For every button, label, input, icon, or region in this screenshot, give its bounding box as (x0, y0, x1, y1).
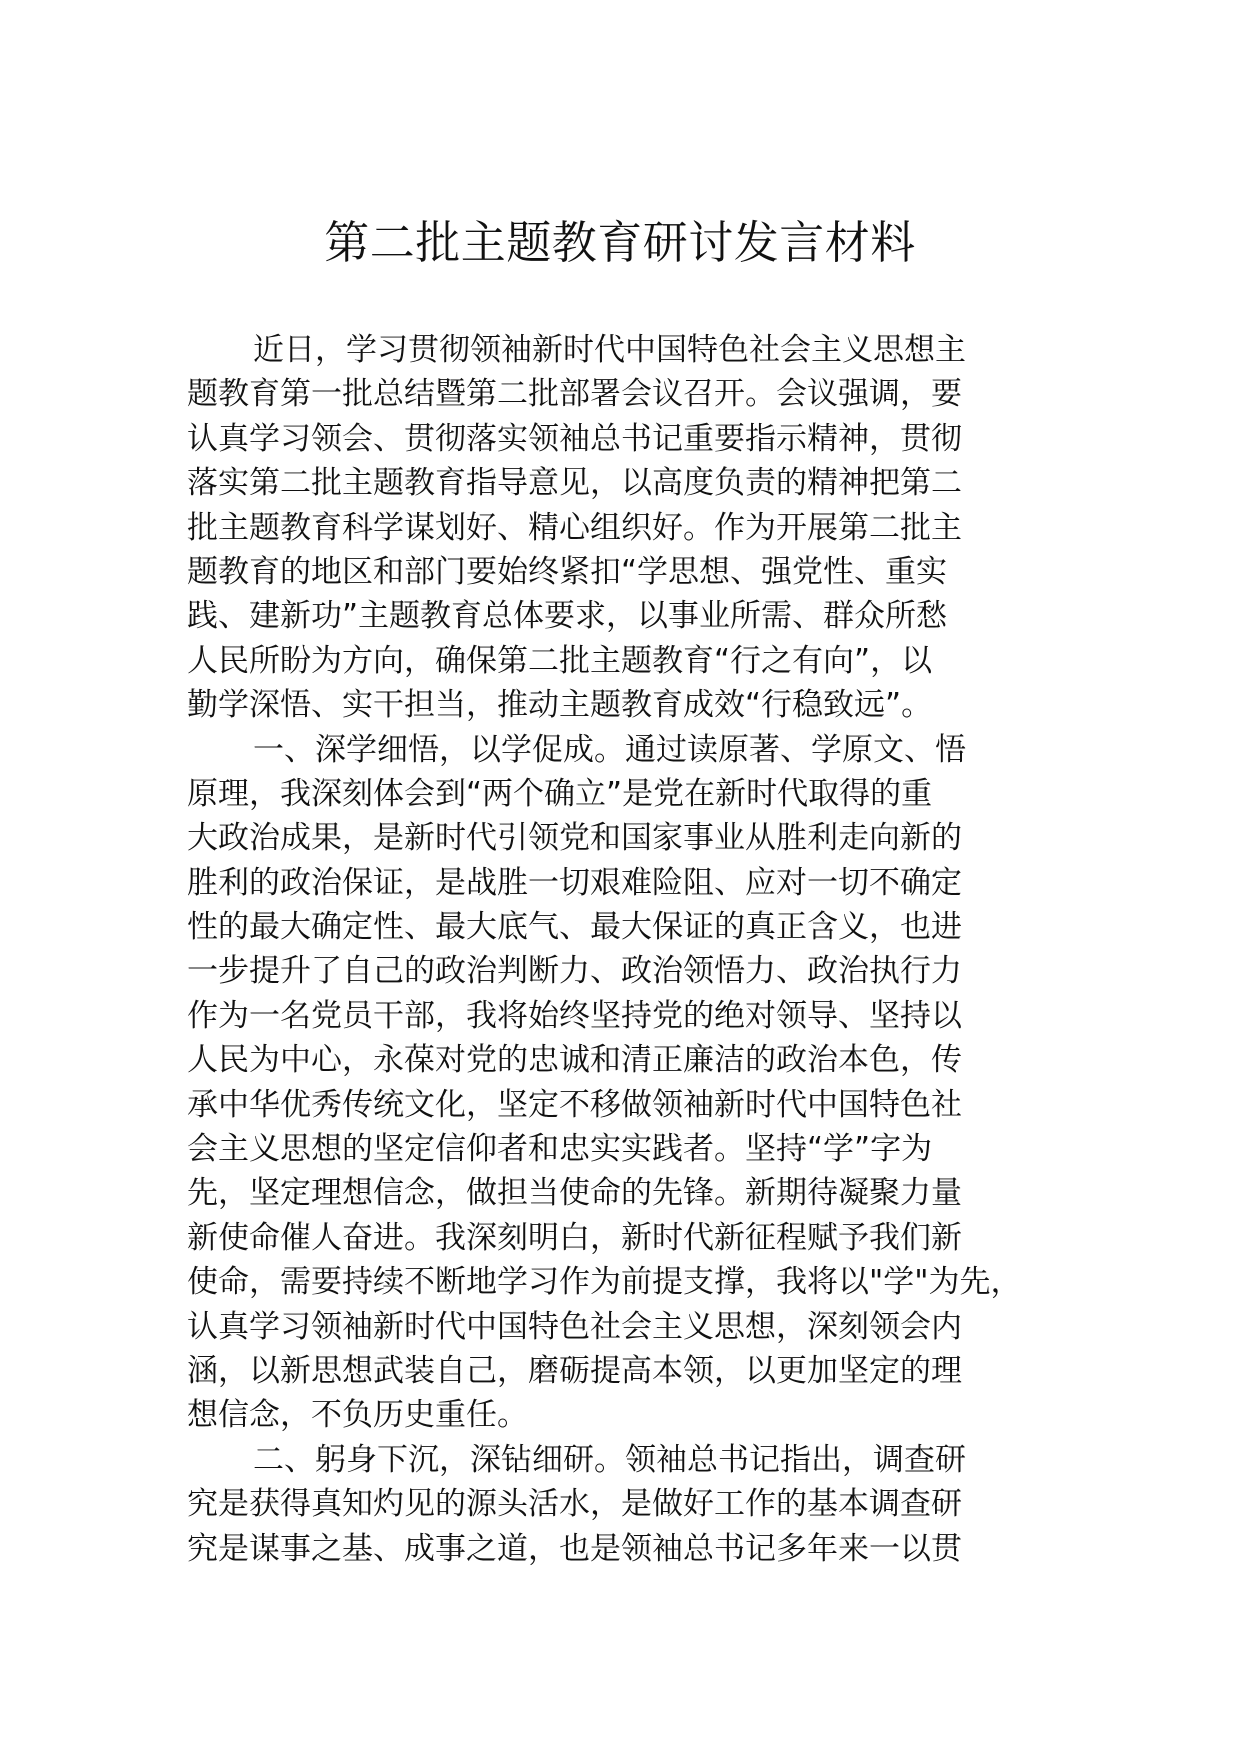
body-line: 勤学深悟、实干担当，推动主题教育成效“行稳致远”。 (187, 687, 933, 724)
body-line: 使命，需要持续不断地学习作为前提支撑，我将以"学"为先， (187, 1264, 1022, 1301)
body-line: 涵，以新思想武装自己，磨砺提高本领，以更加坚定的理 (187, 1352, 962, 1389)
body-line: 认真学习领会、贯彻落实领袖总书记重要指示精神，贯彻 (187, 420, 962, 457)
body-line: 新使命催人奋进。我深刻明白，新时代新征程赋予我们新 (187, 1219, 962, 1256)
body-line: 会主义思想的坚定信仰者和忠实实践者。坚持“学”字为 (187, 1131, 933, 1168)
body-line: 二、躬身下沉，深钻细研。领袖总书记指出，调查研 (253, 1441, 966, 1478)
body-line: 批主题教育科学谋划好、精心组织好。作为开展第二批主 (187, 509, 962, 546)
body-line: 题教育第一批总结暨第二批部署会议召开。会议强调，要 (187, 376, 962, 413)
body-line: 题教育的地区和部门要始终紧扣“学思想、强党性、重实 (187, 553, 948, 590)
body-line: 承中华优秀传统文化，坚定不移做领袖新时代中国特色社 (187, 1086, 962, 1123)
body-line: 胜利的政治保证，是战胜一切艰难险阻、应对一切不确定 (187, 864, 962, 901)
body-line: 先，坚定理想信念，做担当使命的先锋。新期待凝聚力量 (187, 1175, 962, 1212)
body-line: 人民为中心，永葆对党的忠诚和清正廉洁的政治本色，传 (187, 1042, 962, 1079)
body-line: 一、深学细悟，以学促成。通过读原著、学原文、悟 (253, 731, 966, 768)
body-line: 近日，学习贯彻领袖新时代中国特色社会主义思想主 (253, 332, 966, 368)
body-line: 作为一名党员干部，我将始终坚持党的绝对领导、坚持以 (187, 997, 962, 1034)
body-line: 一步提升了自己的政治判断力、政治领悟力、政治执行力 (187, 953, 962, 990)
body-line: 原理，我深刻体会到“两个确立”是党在新时代取得的重 (187, 775, 933, 812)
body-line: 践、建新功”主题教育总体要求，以事业所需、群众所愁 (187, 598, 948, 635)
body-line: 落实第二批主题教育指导意见，以高度负责的精神把第二 (187, 465, 962, 502)
body-line: 人民所盼为方向，确保第二批主题教育“行之有向”，以 (187, 642, 933, 679)
document-title: 第二批主题教育研讨发言材料 (324, 216, 916, 269)
body-line: 想信念，不负历史重任。 (187, 1397, 528, 1434)
body-line: 性的最大确定性、最大底气、最大保证的真正含义，也进 (187, 909, 962, 946)
body-line: 大政治成果，是新时代引领党和国家事业从胜利走向新的 (187, 820, 962, 857)
document-body (187, 328, 1067, 1571)
body-line: 究是谋事之基、成事之道，也是领袖总书记多年来一以贯 (187, 1530, 962, 1567)
body-line: 究是获得真知灼见的源头活水，是做好工作的基本调查研 (187, 1486, 962, 1523)
body-line: 认真学习领袖新时代中国特色社会主义思想，深刻领会内 (187, 1308, 962, 1345)
